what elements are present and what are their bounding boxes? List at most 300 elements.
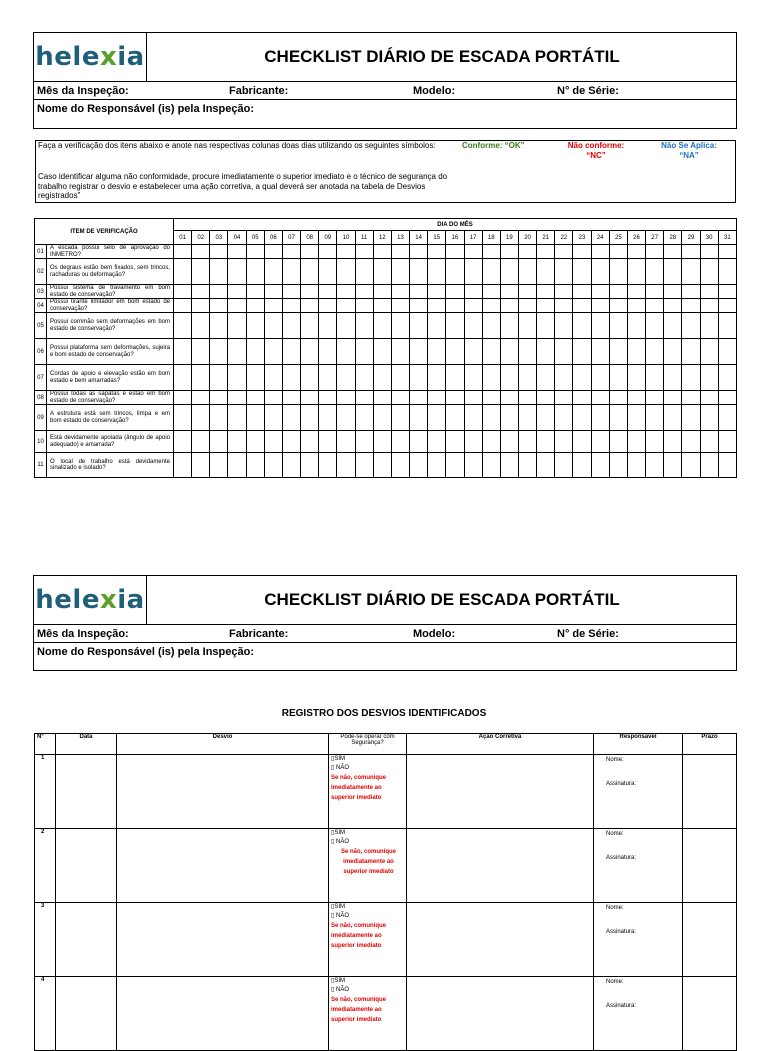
- day-cell[interactable]: [500, 365, 518, 391]
- day-cell[interactable]: [264, 299, 282, 313]
- day-cell[interactable]: [609, 339, 627, 365]
- day-cell[interactable]: [482, 299, 500, 313]
- day-cell[interactable]: [264, 339, 282, 365]
- day-cell[interactable]: [682, 431, 700, 453]
- day-cell[interactable]: [646, 365, 664, 391]
- day-cell[interactable]: [718, 285, 736, 299]
- date-cell[interactable]: [56, 903, 117, 977]
- sim-option[interactable]: ▯SIM: [331, 830, 345, 836]
- day-cell[interactable]: [718, 405, 736, 431]
- day-cell[interactable]: [682, 405, 700, 431]
- day-cell[interactable]: [446, 405, 464, 431]
- day-cell[interactable]: [410, 405, 428, 431]
- day-cell[interactable]: [301, 285, 319, 299]
- sim-option[interactable]: ▯SIM: [331, 756, 345, 762]
- day-cell[interactable]: [718, 245, 736, 259]
- day-cell[interactable]: [627, 285, 645, 299]
- day-cell[interactable]: [664, 285, 682, 299]
- day-cell[interactable]: [464, 285, 482, 299]
- day-cell[interactable]: [627, 339, 645, 365]
- day-cell[interactable]: [627, 453, 645, 478]
- day-cell[interactable]: [355, 299, 373, 313]
- acao-corretiva-cell[interactable]: [407, 903, 594, 977]
- day-cell[interactable]: [301, 405, 319, 431]
- day-cell[interactable]: [482, 365, 500, 391]
- day-cell[interactable]: [192, 313, 210, 339]
- date-cell[interactable]: [56, 977, 117, 1051]
- day-cell[interactable]: [464, 339, 482, 365]
- day-cell[interactable]: [410, 339, 428, 365]
- day-cell[interactable]: [518, 431, 536, 453]
- day-cell[interactable]: [264, 405, 282, 431]
- day-cell[interactable]: [282, 299, 300, 313]
- day-cell[interactable]: [464, 431, 482, 453]
- day-cell[interactable]: [682, 365, 700, 391]
- day-cell[interactable]: [319, 245, 337, 259]
- day-cell[interactable]: [355, 339, 373, 365]
- day-cell[interactable]: [573, 365, 591, 391]
- day-cell[interactable]: [301, 259, 319, 285]
- day-cell[interactable]: [282, 405, 300, 431]
- day-cell[interactable]: [391, 339, 409, 365]
- day-cell[interactable]: [228, 245, 246, 259]
- day-cell[interactable]: [174, 431, 192, 453]
- day-cell[interactable]: [573, 431, 591, 453]
- day-cell[interactable]: [700, 339, 718, 365]
- day-cell[interactable]: [482, 391, 500, 405]
- day-cell[interactable]: [682, 453, 700, 478]
- day-cell[interactable]: [174, 391, 192, 405]
- day-cell[interactable]: [174, 299, 192, 313]
- day-cell[interactable]: [464, 259, 482, 285]
- day-cell[interactable]: [301, 365, 319, 391]
- day-cell[interactable]: [319, 431, 337, 453]
- day-cell[interactable]: [410, 313, 428, 339]
- day-cell[interactable]: [718, 365, 736, 391]
- day-cell[interactable]: [573, 339, 591, 365]
- day-cell[interactable]: [355, 365, 373, 391]
- day-cell[interactable]: [391, 405, 409, 431]
- day-cell[interactable]: [192, 405, 210, 431]
- day-cell[interactable]: [555, 365, 573, 391]
- day-cell[interactable]: [428, 285, 446, 299]
- day-cell[interactable]: [591, 259, 609, 285]
- day-cell[interactable]: [337, 299, 355, 313]
- day-cell[interactable]: [482, 431, 500, 453]
- day-cell[interactable]: [591, 245, 609, 259]
- day-cell[interactable]: [664, 405, 682, 431]
- day-cell[interactable]: [682, 285, 700, 299]
- day-cell[interactable]: [192, 245, 210, 259]
- day-cell[interactable]: [482, 339, 500, 365]
- day-cell[interactable]: [464, 405, 482, 431]
- day-cell[interactable]: [355, 405, 373, 431]
- day-cell[interactable]: [700, 453, 718, 478]
- prazo-cell[interactable]: [683, 903, 737, 977]
- day-cell[interactable]: [301, 431, 319, 453]
- day-cell[interactable]: [282, 339, 300, 365]
- day-cell[interactable]: [609, 313, 627, 339]
- day-cell[interactable]: [192, 453, 210, 478]
- day-cell[interactable]: [246, 285, 264, 299]
- day-cell[interactable]: [518, 285, 536, 299]
- day-cell[interactable]: [537, 245, 555, 259]
- day-cell[interactable]: [537, 313, 555, 339]
- day-cell[interactable]: [627, 245, 645, 259]
- day-cell[interactable]: [337, 259, 355, 285]
- day-cell[interactable]: [391, 431, 409, 453]
- day-cell[interactable]: [337, 245, 355, 259]
- day-cell[interactable]: [664, 245, 682, 259]
- date-cell[interactable]: [56, 829, 117, 903]
- day-cell[interactable]: [446, 259, 464, 285]
- day-cell[interactable]: [537, 285, 555, 299]
- day-cell[interactable]: [391, 365, 409, 391]
- acao-corretiva-cell[interactable]: [407, 829, 594, 903]
- day-cell[interactable]: [428, 365, 446, 391]
- day-cell[interactable]: [518, 259, 536, 285]
- day-cell[interactable]: [700, 391, 718, 405]
- day-cell[interactable]: [192, 339, 210, 365]
- day-cell[interactable]: [246, 259, 264, 285]
- day-cell[interactable]: [700, 245, 718, 259]
- day-cell[interactable]: [282, 245, 300, 259]
- day-cell[interactable]: [428, 391, 446, 405]
- day-cell[interactable]: [464, 365, 482, 391]
- day-cell[interactable]: [591, 313, 609, 339]
- day-cell[interactable]: [428, 313, 446, 339]
- day-cell[interactable]: [500, 313, 518, 339]
- day-cell[interactable]: [573, 453, 591, 478]
- day-cell[interactable]: [337, 431, 355, 453]
- day-cell[interactable]: [228, 365, 246, 391]
- day-cell[interactable]: [700, 365, 718, 391]
- prazo-cell[interactable]: [683, 829, 737, 903]
- day-cell[interactable]: [228, 299, 246, 313]
- day-cell[interactable]: [664, 339, 682, 365]
- day-cell[interactable]: [301, 339, 319, 365]
- day-cell[interactable]: [174, 245, 192, 259]
- day-cell[interactable]: [210, 365, 228, 391]
- day-cell[interactable]: [591, 431, 609, 453]
- desvio-cell[interactable]: [117, 755, 329, 829]
- day-cell[interactable]: [192, 299, 210, 313]
- sim-option[interactable]: ▯SIM: [331, 978, 345, 984]
- day-cell[interactable]: [646, 299, 664, 313]
- day-cell[interactable]: [537, 405, 555, 431]
- day-cell[interactable]: [555, 405, 573, 431]
- day-cell[interactable]: [682, 259, 700, 285]
- day-cell[interactable]: [682, 391, 700, 405]
- day-cell[interactable]: [210, 299, 228, 313]
- day-cell[interactable]: [446, 453, 464, 478]
- day-cell[interactable]: [301, 313, 319, 339]
- day-cell[interactable]: [319, 405, 337, 431]
- day-cell[interactable]: [718, 391, 736, 405]
- prazo-cell[interactable]: [683, 755, 737, 829]
- day-cell[interactable]: [228, 405, 246, 431]
- day-cell[interactable]: [373, 313, 391, 339]
- day-cell[interactable]: [664, 431, 682, 453]
- day-cell[interactable]: [373, 285, 391, 299]
- day-cell[interactable]: [627, 365, 645, 391]
- day-cell[interactable]: [428, 405, 446, 431]
- day-cell[interactable]: [319, 313, 337, 339]
- day-cell[interactable]: [373, 299, 391, 313]
- date-cell[interactable]: [56, 755, 117, 829]
- day-cell[interactable]: [555, 245, 573, 259]
- day-cell[interactable]: [718, 453, 736, 478]
- day-cell[interactable]: [664, 313, 682, 339]
- nao-option[interactable]: ▯ NÃO: [331, 913, 349, 919]
- day-cell[interactable]: [210, 245, 228, 259]
- day-cell[interactable]: [573, 285, 591, 299]
- day-cell[interactable]: [464, 313, 482, 339]
- day-cell[interactable]: [174, 339, 192, 365]
- day-cell[interactable]: [682, 339, 700, 365]
- day-cell[interactable]: [428, 453, 446, 478]
- day-cell[interactable]: [446, 285, 464, 299]
- day-cell[interactable]: [246, 313, 264, 339]
- day-cell[interactable]: [264, 391, 282, 405]
- day-cell[interactable]: [282, 431, 300, 453]
- day-cell[interactable]: [609, 299, 627, 313]
- day-cell[interactable]: [609, 405, 627, 431]
- day-cell[interactable]: [355, 453, 373, 478]
- day-cell[interactable]: [555, 453, 573, 478]
- day-cell[interactable]: [718, 259, 736, 285]
- day-cell[interactable]: [337, 391, 355, 405]
- day-cell[interactable]: [482, 259, 500, 285]
- day-cell[interactable]: [591, 365, 609, 391]
- nao-option[interactable]: ▯ NÃO: [331, 765, 349, 771]
- day-cell[interactable]: [609, 431, 627, 453]
- day-cell[interactable]: [391, 245, 409, 259]
- day-cell[interactable]: [555, 313, 573, 339]
- day-cell[interactable]: [537, 365, 555, 391]
- day-cell[interactable]: [446, 431, 464, 453]
- day-cell[interactable]: [700, 405, 718, 431]
- day-cell[interactable]: [373, 453, 391, 478]
- day-cell[interactable]: [337, 453, 355, 478]
- day-cell[interactable]: [646, 391, 664, 405]
- day-cell[interactable]: [337, 405, 355, 431]
- day-cell[interactable]: [464, 391, 482, 405]
- nao-option[interactable]: ▯ NÃO: [331, 987, 349, 993]
- day-cell[interactable]: [391, 299, 409, 313]
- nao-option[interactable]: ▯ NÃO: [331, 839, 349, 845]
- day-cell[interactable]: [192, 285, 210, 299]
- day-cell[interactable]: [537, 299, 555, 313]
- day-cell[interactable]: [518, 299, 536, 313]
- day-cell[interactable]: [573, 259, 591, 285]
- day-cell[interactable]: [246, 391, 264, 405]
- day-cell[interactable]: [228, 339, 246, 365]
- day-cell[interactable]: [337, 313, 355, 339]
- day-cell[interactable]: [627, 313, 645, 339]
- day-cell[interactable]: [373, 365, 391, 391]
- day-cell[interactable]: [246, 299, 264, 313]
- day-cell[interactable]: [355, 259, 373, 285]
- day-cell[interactable]: [482, 245, 500, 259]
- day-cell[interactable]: [682, 313, 700, 339]
- day-cell[interactable]: [228, 453, 246, 478]
- day-cell[interactable]: [373, 405, 391, 431]
- day-cell[interactable]: [482, 313, 500, 339]
- day-cell[interactable]: [264, 365, 282, 391]
- day-cell[interactable]: [627, 431, 645, 453]
- day-cell[interactable]: [428, 339, 446, 365]
- prazo-cell[interactable]: [683, 977, 737, 1051]
- day-cell[interactable]: [646, 339, 664, 365]
- day-cell[interactable]: [282, 259, 300, 285]
- day-cell[interactable]: [228, 391, 246, 405]
- day-cell[interactable]: [664, 299, 682, 313]
- day-cell[interactable]: [609, 391, 627, 405]
- day-cell[interactable]: [319, 391, 337, 405]
- day-cell[interactable]: [373, 339, 391, 365]
- day-cell[interactable]: [192, 431, 210, 453]
- day-cell[interactable]: [391, 259, 409, 285]
- day-cell[interactable]: [646, 285, 664, 299]
- day-cell[interactable]: [446, 299, 464, 313]
- day-cell[interactable]: [264, 313, 282, 339]
- day-cell[interactable]: [428, 299, 446, 313]
- day-cell[interactable]: [446, 339, 464, 365]
- day-cell[interactable]: [555, 259, 573, 285]
- day-cell[interactable]: [700, 299, 718, 313]
- day-cell[interactable]: [646, 245, 664, 259]
- day-cell[interactable]: [282, 285, 300, 299]
- day-cell[interactable]: [301, 453, 319, 478]
- desvio-cell[interactable]: [117, 903, 329, 977]
- day-cell[interactable]: [500, 339, 518, 365]
- day-cell[interactable]: [591, 339, 609, 365]
- day-cell[interactable]: [301, 299, 319, 313]
- day-cell[interactable]: [373, 259, 391, 285]
- day-cell[interactable]: [518, 453, 536, 478]
- day-cell[interactable]: [282, 391, 300, 405]
- day-cell[interactable]: [355, 245, 373, 259]
- day-cell[interactable]: [210, 339, 228, 365]
- day-cell[interactable]: [555, 299, 573, 313]
- day-cell[interactable]: [464, 245, 482, 259]
- day-cell[interactable]: [573, 299, 591, 313]
- day-cell[interactable]: [609, 453, 627, 478]
- day-cell[interactable]: [591, 405, 609, 431]
- day-cell[interactable]: [319, 339, 337, 365]
- day-cell[interactable]: [627, 405, 645, 431]
- day-cell[interactable]: [700, 313, 718, 339]
- day-cell[interactable]: [319, 453, 337, 478]
- day-cell[interactable]: [337, 285, 355, 299]
- day-cell[interactable]: [174, 285, 192, 299]
- day-cell[interactable]: [482, 285, 500, 299]
- day-cell[interactable]: [246, 365, 264, 391]
- day-cell[interactable]: [391, 285, 409, 299]
- day-cell[interactable]: [210, 313, 228, 339]
- day-cell[interactable]: [282, 313, 300, 339]
- day-cell[interactable]: [410, 259, 428, 285]
- day-cell[interactable]: [700, 259, 718, 285]
- day-cell[interactable]: [591, 299, 609, 313]
- day-cell[interactable]: [591, 453, 609, 478]
- day-cell[interactable]: [482, 453, 500, 478]
- day-cell[interactable]: [282, 453, 300, 478]
- day-cell[interactable]: [246, 453, 264, 478]
- day-cell[interactable]: [609, 365, 627, 391]
- day-cell[interactable]: [573, 391, 591, 405]
- day-cell[interactable]: [410, 431, 428, 453]
- day-cell[interactable]: [301, 245, 319, 259]
- day-cell[interactable]: [627, 299, 645, 313]
- day-cell[interactable]: [228, 285, 246, 299]
- day-cell[interactable]: [609, 245, 627, 259]
- day-cell[interactable]: [518, 245, 536, 259]
- day-cell[interactable]: [391, 453, 409, 478]
- day-cell[interactable]: [682, 299, 700, 313]
- day-cell[interactable]: [500, 245, 518, 259]
- day-cell[interactable]: [591, 285, 609, 299]
- day-cell[interactable]: [573, 405, 591, 431]
- day-cell[interactable]: [373, 431, 391, 453]
- day-cell[interactable]: [228, 313, 246, 339]
- day-cell[interactable]: [609, 259, 627, 285]
- day-cell[interactable]: [627, 391, 645, 405]
- acao-corretiva-cell[interactable]: [407, 977, 594, 1051]
- day-cell[interactable]: [555, 285, 573, 299]
- day-cell[interactable]: [355, 313, 373, 339]
- day-cell[interactable]: [591, 391, 609, 405]
- day-cell[interactable]: [428, 245, 446, 259]
- day-cell[interactable]: [537, 453, 555, 478]
- day-cell[interactable]: [500, 299, 518, 313]
- day-cell[interactable]: [500, 391, 518, 405]
- sim-option[interactable]: ▯SIM: [331, 904, 345, 910]
- day-cell[interactable]: [264, 453, 282, 478]
- day-cell[interactable]: [446, 313, 464, 339]
- day-cell[interactable]: [664, 453, 682, 478]
- day-cell[interactable]: [410, 245, 428, 259]
- day-cell[interactable]: [174, 313, 192, 339]
- day-cell[interactable]: [210, 285, 228, 299]
- day-cell[interactable]: [446, 245, 464, 259]
- day-cell[interactable]: [246, 245, 264, 259]
- day-cell[interactable]: [627, 259, 645, 285]
- day-cell[interactable]: [518, 391, 536, 405]
- day-cell[interactable]: [664, 391, 682, 405]
- day-cell[interactable]: [464, 299, 482, 313]
- day-cell[interactable]: [228, 431, 246, 453]
- day-cell[interactable]: [428, 431, 446, 453]
- day-cell[interactable]: [410, 285, 428, 299]
- day-cell[interactable]: [446, 365, 464, 391]
- day-cell[interactable]: [646, 405, 664, 431]
- day-cell[interactable]: [210, 405, 228, 431]
- day-cell[interactable]: [700, 285, 718, 299]
- day-cell[interactable]: [500, 405, 518, 431]
- day-cell[interactable]: [428, 259, 446, 285]
- day-cell[interactable]: [192, 259, 210, 285]
- day-cell[interactable]: [301, 391, 319, 405]
- day-cell[interactable]: [264, 245, 282, 259]
- day-cell[interactable]: [391, 313, 409, 339]
- day-cell[interactable]: [718, 339, 736, 365]
- day-cell[interactable]: [518, 405, 536, 431]
- day-cell[interactable]: [646, 259, 664, 285]
- acao-corretiva-cell[interactable]: [407, 755, 594, 829]
- day-cell[interactable]: [319, 259, 337, 285]
